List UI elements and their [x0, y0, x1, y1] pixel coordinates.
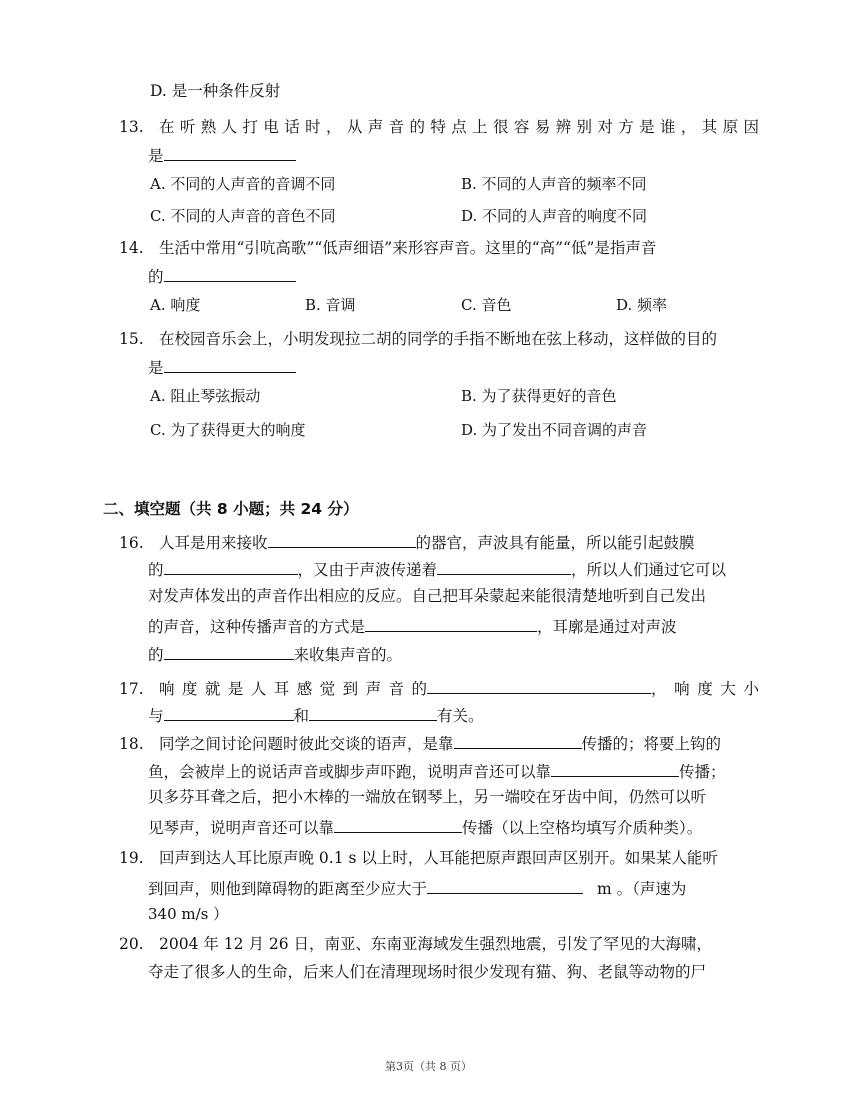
q20-line2: 夺走了很多人的生命，后来人们在清理现场时很少发现有猫、狗、老鼠等动物的尸 — [148, 963, 707, 981]
q17-text: 响度就是人耳感觉到声音的 — [159, 680, 427, 698]
q19-text: m 。（声速为 — [597, 880, 687, 898]
q19-blank-1[interactable] — [427, 876, 583, 894]
q19-number: 19. — [119, 849, 144, 867]
q16-text: ，又由于声波传递着 — [297, 561, 438, 579]
q13-stem-cont: 是 — [148, 147, 164, 165]
q15-number: 15. — [119, 330, 144, 348]
q16-text: 的器官，声波具有能量，所以能引起鼓膜 — [415, 534, 695, 552]
q17-blank-2[interactable] — [164, 703, 294, 721]
q16-text: 的 — [148, 561, 164, 579]
q17-blank-3[interactable] — [309, 703, 437, 721]
q13-option-a: A. 不同的人声音的音调不同 — [150, 175, 336, 193]
q18-text: 同学之间讨论问题时彼此交谈的语声，是靠 — [159, 735, 454, 753]
q14-option-b: B. 音调 — [305, 296, 356, 314]
q13-option-c: C. 不同的人声音的音色不同 — [150, 207, 336, 225]
q16-line3: 对发声体发出的声音作出相应的反应。自己把耳朵蒙起来能很清楚地听到自己发出 — [148, 587, 707, 605]
q15-option-c: C. 为了获得更大的响度 — [150, 421, 306, 439]
q16-text: ，耳廓是通过对声波 — [537, 618, 677, 636]
q13-number: 13. — [119, 118, 144, 136]
q16-line4 — [148, 614, 677, 637]
q16-line1 — [119, 530, 695, 553]
q16-text: 的 — [148, 646, 164, 664]
q15-option-d: D. 为了发出不同音调的声音 — [461, 421, 648, 439]
q14-stem-cont: 的 — [148, 268, 164, 286]
q20-text: 2004 年 12 月 26 日，南亚、东南亚海域发生强烈地震，引发了罕见的大海啸， — [159, 935, 713, 953]
q14-option-c: C. 音色 — [461, 296, 512, 314]
q16-text: 来收集声音的。 — [293, 646, 403, 664]
q14-stem: 生活中常用“引吭高歌”“低声细语”来形容声音。这里的“高”“低”是指声音 — [159, 239, 657, 257]
q16-blank-1[interactable] — [268, 530, 416, 548]
section-heading: 二、填空题（共 8 小题；共 24 分） — [103, 500, 359, 518]
q13-stem-line2 — [148, 143, 296, 166]
q18-blank-2[interactable] — [551, 759, 679, 777]
page-footer: 第3页（共 8 页） — [385, 1060, 472, 1073]
q15-stem-line1 — [119, 329, 717, 349]
q18-text: 见琴声，说明声音还可以靠 — [148, 819, 335, 837]
q17-line1 — [119, 676, 759, 699]
q18-blank-3[interactable] — [334, 815, 462, 833]
q17-text: 有关。 — [437, 707, 484, 725]
q18-line3: 贝多芬耳聋之后，把小木棒的一端放在钢琴上，另一端咬在牙齿中间，仍然可以听 — [148, 788, 707, 806]
q18-text: 鱼，会被岸上的说话声音或脚步声吓跑，说明声音还可以靠 — [148, 763, 552, 781]
q15-answer-blank[interactable] — [164, 355, 296, 373]
q16-line2 — [148, 557, 726, 580]
q14-stem-line2 — [148, 264, 296, 287]
q16-blank-5[interactable] — [164, 642, 294, 660]
q16-blank-2[interactable] — [164, 557, 298, 575]
q19-text: 回声到达人耳比原声晚 0.1 s 以上时，人耳能把原声跟回声区别开。如果某人能听 — [159, 849, 718, 867]
q16-blank-4[interactable] — [365, 614, 537, 632]
q16-text: 的声音，这种传播声音的方式是 — [148, 618, 366, 636]
q19-line2 — [148, 876, 686, 899]
q18-line1 — [119, 731, 721, 754]
q17-text: 与 — [148, 707, 164, 725]
q16-blank-3[interactable] — [437, 557, 571, 575]
q19-line1 — [119, 848, 718, 868]
q16-line5 — [148, 642, 402, 665]
q13-stem: 在听熟人打电话时，从声音的特点上很容易辨别对方是谁，其原因 — [159, 118, 759, 136]
q14-stem-line1 — [119, 238, 656, 258]
q14-option-a: A. 响度 — [150, 296, 201, 314]
q17-number: 17. — [119, 680, 144, 698]
q17-line2 — [148, 703, 484, 726]
q19-text: 到回声，则他到障碍物的距离至少应大于 — [148, 880, 428, 898]
q18-number: 18. — [119, 735, 144, 753]
q16-number: 16. — [119, 534, 144, 552]
q19-line3: 340 m/s ） — [148, 905, 229, 923]
q17-text: 和 — [293, 707, 310, 725]
q15-stem: 在校园音乐会上，小明发现拉二胡的同学的手指不断地在弦上移动，这样做的目的 — [159, 330, 718, 348]
q18-line2 — [148, 759, 726, 782]
q14-option-d: D. 频率 — [616, 296, 668, 314]
q15-stem-cont: 是 — [148, 359, 164, 377]
q15-option-a: A. 阻止琴弦振动 — [150, 387, 261, 405]
q13-stem-line1 — [119, 117, 759, 137]
q15-stem-line2 — [148, 355, 296, 378]
q18-line4 — [148, 815, 702, 838]
q14-number: 14. — [119, 239, 144, 257]
q20-number: 20. — [119, 935, 144, 953]
q18-blank-1[interactable] — [454, 731, 582, 749]
q12-option-d: D. 是一种条件反射 — [150, 82, 281, 100]
q18-text: 传播； — [679, 763, 726, 781]
q20-line1 — [119, 934, 712, 954]
q18-text: 传播（以上空格均填写介质种类）。 — [462, 819, 703, 837]
q13-option-b: B. 不同的人声音的频率不同 — [461, 175, 647, 193]
q16-text: 人耳是用来接收 — [159, 534, 268, 552]
q16-text: ，所以人们通过它可以 — [571, 561, 727, 579]
q17-blank-1[interactable] — [427, 676, 651, 694]
q13-answer-blank[interactable] — [164, 143, 296, 161]
q18-text: 传播的；将要上钩的 — [581, 735, 722, 753]
q14-answer-blank[interactable] — [164, 264, 296, 282]
q13-option-d: D. 不同的人声音的响度不同 — [461, 207, 648, 225]
q15-option-b: B. 为了获得更好的音色 — [461, 387, 617, 405]
q17-text: ，响度大小 — [651, 680, 759, 698]
